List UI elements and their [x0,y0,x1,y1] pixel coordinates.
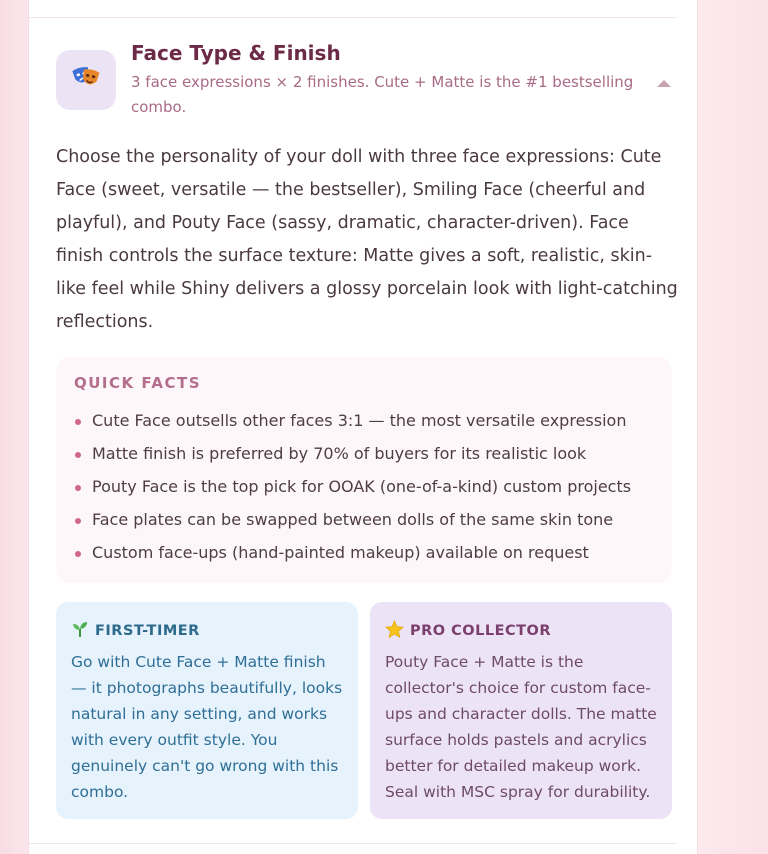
list-item-text: Custom face-ups (hand-painted makeup) available on request [92,543,589,562]
bullet-dot [75,452,81,458]
pro-collector-heading [385,620,657,642]
theater-masks-icon [71,63,101,97]
first-timer-tip [56,602,358,819]
pro-collector-text: Pouty Face + Matte is the collector's choice for custom face-ups and character dolls. The matte surface holds pastels and acrylics better for detailed makeup work. Seal with MSC spray for durability. [385,653,657,801]
bullet-dot [75,518,81,524]
divider [29,17,677,18]
section-title: Face Type & Finish [131,41,341,65]
quick-facts-box [56,357,672,583]
pro-collector-title: PRO COLLECTOR [410,623,552,639]
section-subtitle: 3 face expressions × 2 finishes. Cute + Matte is the #1 bestselling combo. [131,73,634,116]
section-icon-tile [56,50,116,110]
quick-facts-list [74,404,631,569]
pro-collector-tip [370,602,672,819]
collapse-chevron-icon[interactable] [656,73,672,83]
list-item [74,536,631,569]
list-item-text: Cute Face outsells other faces 3:1 — the most versatile expression [92,411,627,430]
list-item [74,404,631,437]
list-item-text: Face plates can be swapped between dolls of the same skin tone [92,510,614,529]
section-description: Choose the personality of your doll with three face expressions: Cute Face (sweet, versatile — the bestseller), Smiling Face (cheerful and playful), and Pouty Face (sassy, dramatic, character-driven). Face finish controls the surface texture: Matte gives a soft, realistic, skin-like feel while Shiny delivers a glossy porcelain look with light-catching reflections. [56,147,678,332]
first-timer-heading [71,620,343,642]
divider [29,843,677,844]
quick-facts-title: QUICK FACTS [74,374,202,392]
list-item [74,503,631,536]
list-item [74,437,631,470]
seedling-icon [71,620,89,642]
accordion-card [28,0,698,854]
bullet-dot [75,551,81,557]
first-timer-text: Go with Cute Face + Matte finish — it photographs beautifully, looks natural in any setting, and works with every outfit style. You genuinely can't go wrong with this combo. [71,653,343,801]
page-background-left [0,0,28,854]
list-item-text: Matte finish is preferred by 70% of buyers for its realistic look [92,444,587,463]
star-icon [385,620,404,643]
page-background-right [698,0,768,854]
list-item [74,470,631,503]
list-item-text: Pouty Face is the top pick for OOAK (one-of-a-kind) custom projects [92,477,632,496]
bullet-dot [75,485,81,491]
first-timer-title: FIRST-TIMER [95,623,200,639]
bullet-dot [75,419,81,425]
